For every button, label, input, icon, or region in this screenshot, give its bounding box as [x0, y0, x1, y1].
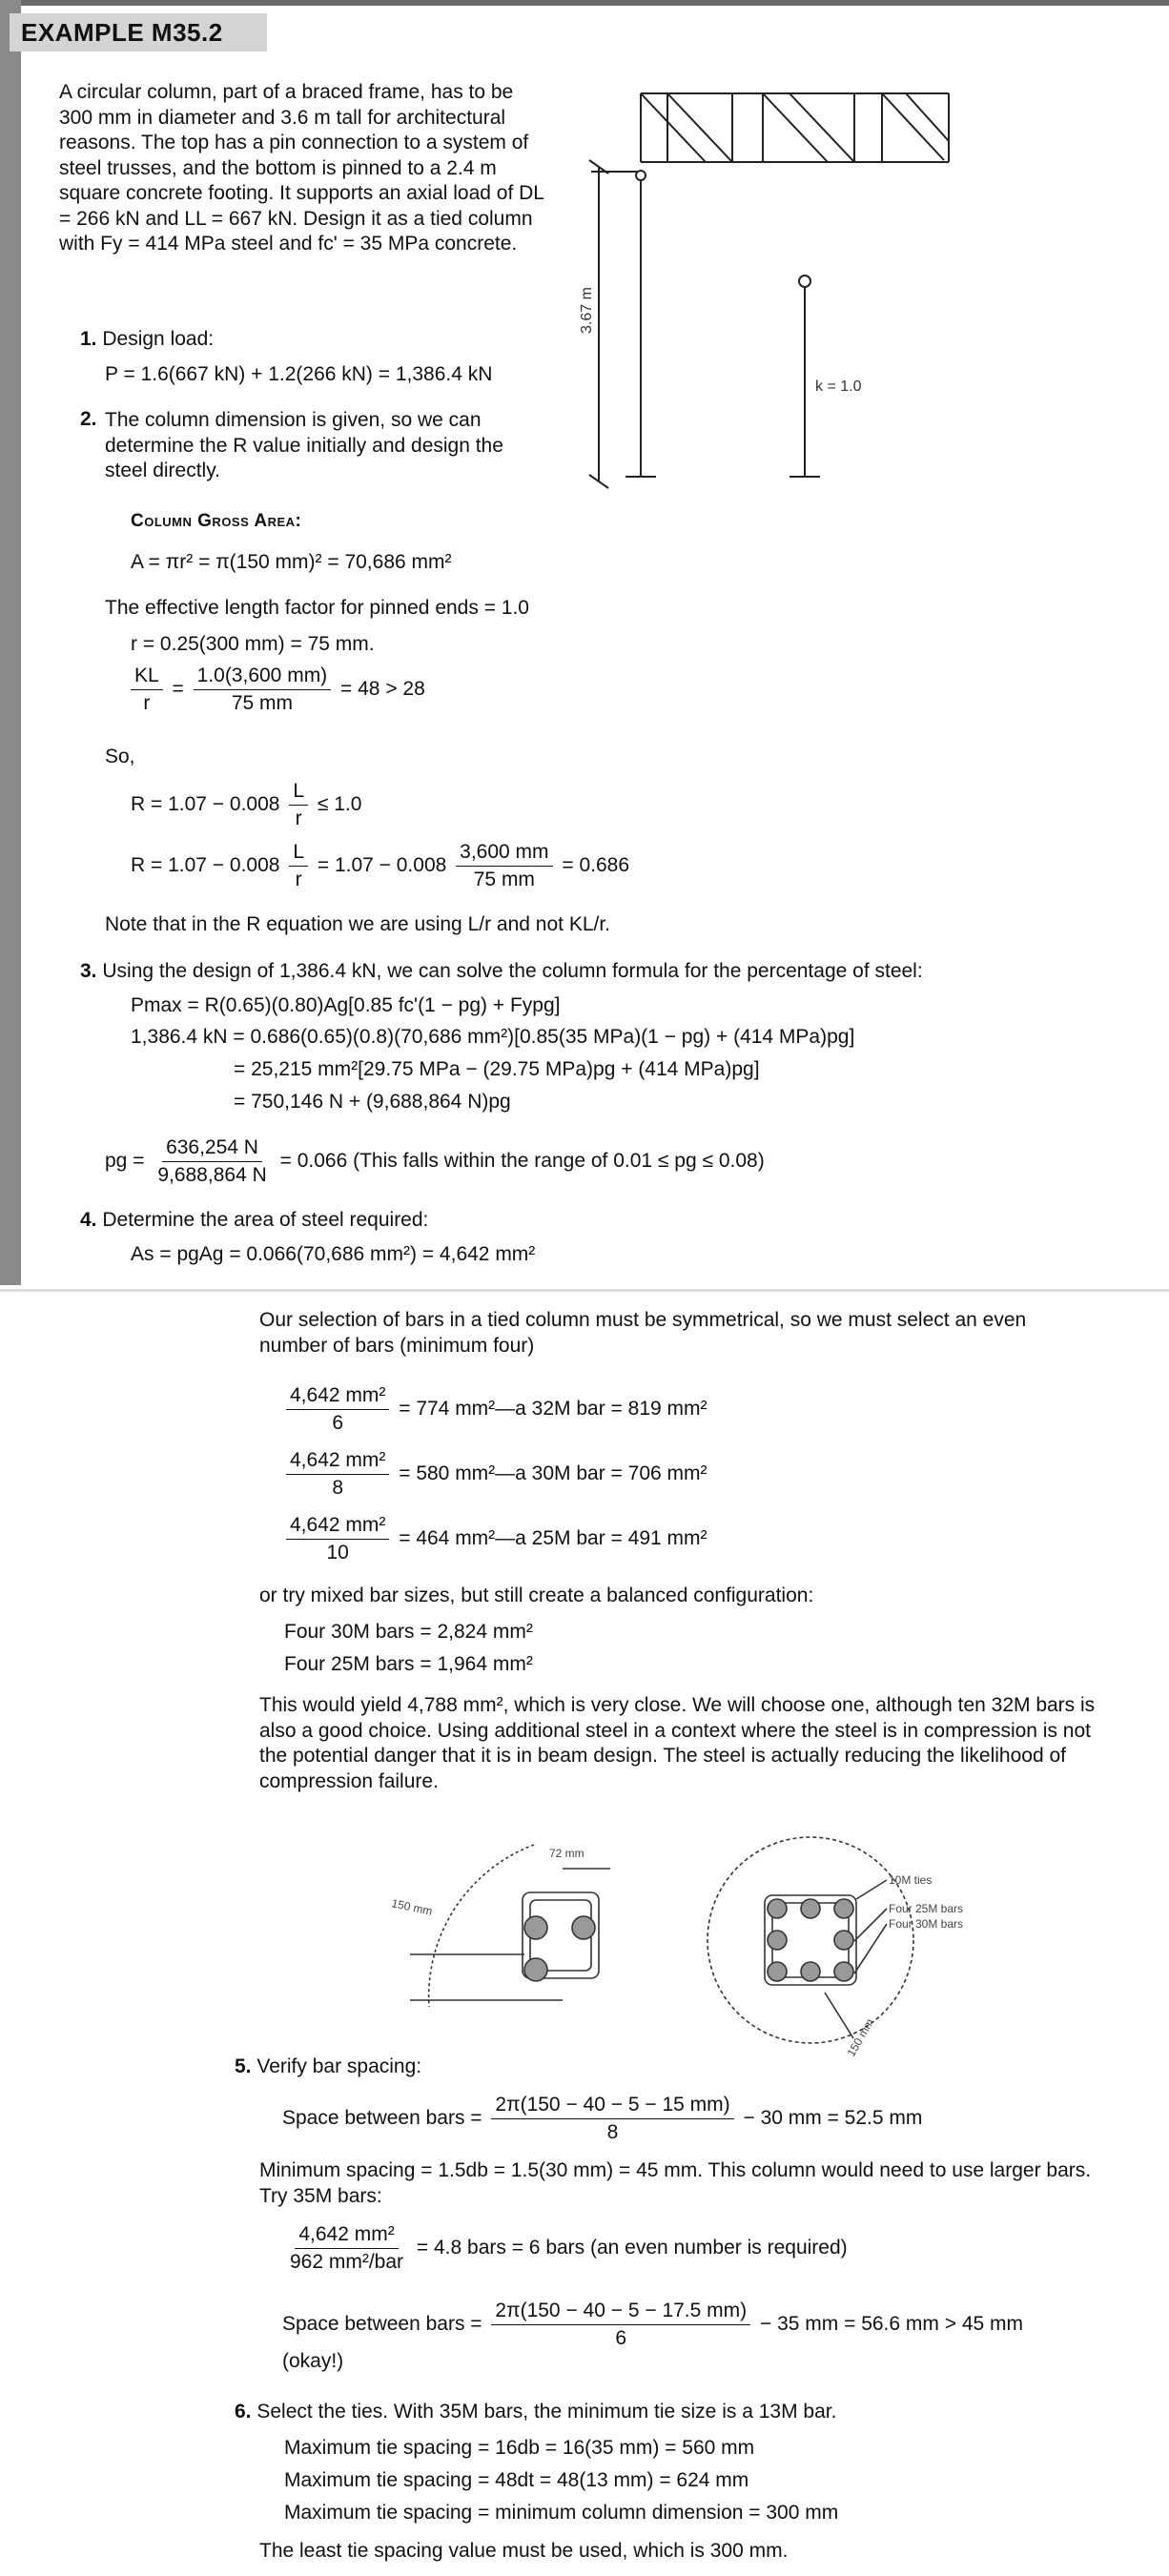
so-label: So,	[105, 746, 135, 767]
gross-area-subhead: Column Gross Area:	[131, 511, 302, 531]
dim-72: 72 mm	[549, 1847, 584, 1860]
radius-equation: r = 0.25(300 mm) = 75 mm.	[131, 633, 375, 655]
braced-frame-figure	[572, 76, 963, 496]
label-four-25m: Four 25M bars	[889, 1902, 964, 1915]
pg-equation: pg = $\frac{636,254 N}{9,688,864 N}$ = 0.066 (This falls within the range of 0.01 ≤ pg ≤ 0.08)	[105, 1136, 765, 1186]
gross-area-equation: A = πr² = π(150 mm)² = 70,686 mm²	[131, 551, 452, 573]
tie-spacing-16db: Maximum tie spacing = 16db = 16(35 mm) = 560 mm	[284, 2437, 755, 2459]
k-factor-note: The effective length factor for pinned ends = 1.0	[105, 597, 529, 619]
pmax-simplified: = 25,215 mm²[29.75 MPa − (29.75 MPa)pg + (414 MPa)pg]	[234, 1058, 760, 1080]
pmax-formula: Pmax = R(0.65)(0.80)Ag[0.85 fc'(1 − pg) + Fypg]	[131, 994, 561, 1016]
r-value-equation: R = 1.07 − 0.008 $\frac{L}{r}$ = 1.07 − 0.008 $\frac{3,600 mm}{75 mm}$ = 0.686	[131, 841, 630, 890]
label-10m-ties: 10M ties	[889, 1873, 933, 1887]
tie-spacing-48dt: Maximum tie spacing = 48dt = 48(13 mm) = 624 mm	[284, 2469, 749, 2491]
r-limit-equation: R = 1.07 − 0.008 $\frac{L}{r}$ ≤ 1.0	[131, 780, 362, 829]
top-rule	[0, 0, 1169, 6]
height-dim-label: 3.67 m	[579, 287, 595, 334]
k-factor-label: k = 1.0	[815, 378, 862, 395]
step5-heading: 5. Verify bar spacing:	[235, 2055, 422, 2077]
pmax-expanded: = 750,146 N + (9,688,864 N)pg	[234, 1091, 511, 1113]
step2-number: 2.	[80, 408, 97, 430]
step6-heading: 6. Select the ties. With 35M bars, the minimum tie size is a 13M bar.	[235, 2401, 837, 2423]
bar-option-ten: $\frac{\text{4,642 mm²}}{10}$ = 464 mm²—a 25M bar = 491 mm²	[282, 1514, 708, 1564]
dim-150-left: 150 mm	[390, 1896, 434, 1918]
try-35m-equation: $\frac{\text{4,642 mm²}}{\text{962 mm²/bar}}$ = 4.8 bars = 6 bars (an even number is required)	[290, 2223, 848, 2273]
bar-option-eight: $\frac{\text{4,642 mm²}}{8}$ = 580 mm²—a 30M bar = 706 mm²	[282, 1449, 708, 1500]
page-divider	[0, 1289, 1169, 1292]
tie-spacing-column-dim: Maximum tie spacing = minimum column dimension = 300 mm	[284, 2502, 839, 2524]
column-section-figure	[372, 1811, 982, 2078]
minimum-spacing-text: Minimum spacing = 1.5db = 1.5(30 mm) = 45 mm. This column would need to use larger bars. Try 35M bars:	[259, 2159, 1092, 2207]
bar-option-six: $\frac{\text{4,642 mm²}}{6}$ = 774 mm²—a 32M bar = 819 mm²	[282, 1384, 708, 1435]
step1-equation: P = 1.6(667 kN) + 1.2(266 kN) = 1,386.4 kN	[105, 363, 493, 385]
final-tie-spacing: The least tie spacing value must be used, which is 300 mm.	[259, 2540, 789, 2562]
step4-heading: 4. Determine the area of steel required:	[80, 1209, 429, 1231]
mixed-bars-text: or try mixed bar sizes, but still create a balanced configuration:	[259, 1584, 814, 1606]
intro-paragraph: A circular column, part of a braced frame, has to be 300 mm in diameter and 3.6 m tall for architectural reasons. The top has a pin connection to a system of steel trusses, and the bottom is pinned to a 2.4 m square concrete footing. It supports an axial load of DL = 266 kN and LL = 667 kN. Design it as a tied column with Fy = 414 MPa steel and fc' = 35 MPa concrete.	[59, 81, 544, 255]
mixed-bars-25m: Four 25M bars = 1,964 mm²	[284, 1653, 533, 1675]
example-title: EXAMPLE M35.2	[10, 13, 267, 51]
pmax-substitution: 1,386.4 kN = 0.686(0.65)(0.8)(70,686 mm²)[0.85(35 MPa)(1 − pg) + (414 MPa)pg]	[131, 1026, 855, 1048]
spacing-equation-35m: Space between bars = $\frac{2\pi(150 - 40 - 5 - 17.5 mm)}{6}$ − 35 mm = 56.6 mm > 45 mm	[282, 2300, 1023, 2349]
slenderness-equation: $\frac{KL}{r}$ = $\frac{1.0(3,600 mm)}{75 mm}$ = 48 > 28	[127, 664, 425, 715]
steel-area-equation: As = pgAg = 0.066(70,686 mm²) = 4,642 mm²	[131, 1243, 536, 1265]
spacing-equation-30m: Space between bars = $\frac{2\pi(150 - 40 - 5 - 15 mm)}{8}$ − 30 mm = 52.5 mm	[282, 2094, 923, 2143]
dim-150-right: 150 mm	[844, 2015, 877, 2059]
yield-paragraph: This would yield 4,788 mm², which is very close. We will choose one, although ten 32M bars is also a good choice. Using additional steel in a context where the steel is in compression is not the potential danger that it is in beam design. The steel is actually reducing the likelihood of compression failure.	[259, 1694, 1096, 1792]
lr-note: Note that in the R equation we are using L/r and not KL/r.	[105, 913, 611, 935]
label-four-30m: Four 30M bars	[889, 1917, 964, 1931]
step3-heading: 3. Using the design of 1,386.4 kN, we can solve the column formula for the percentage of steel:	[80, 960, 923, 982]
okay-note: (okay!)	[282, 2350, 344, 2372]
step1-heading: 1. Design load:	[80, 328, 215, 350]
step2-heading: The column dimension is given, so we can determine the R value initially and design the steel directly.	[105, 409, 503, 481]
bar-selection-intro: Our selection of bars in a tied column must be symmetrical, so we must select an even number of bars (minimum four)	[259, 1309, 1027, 1357]
example-sidebar-bar	[0, 0, 21, 1285]
mixed-bars-30m: Four 30M bars = 2,824 mm²	[284, 1621, 533, 1643]
